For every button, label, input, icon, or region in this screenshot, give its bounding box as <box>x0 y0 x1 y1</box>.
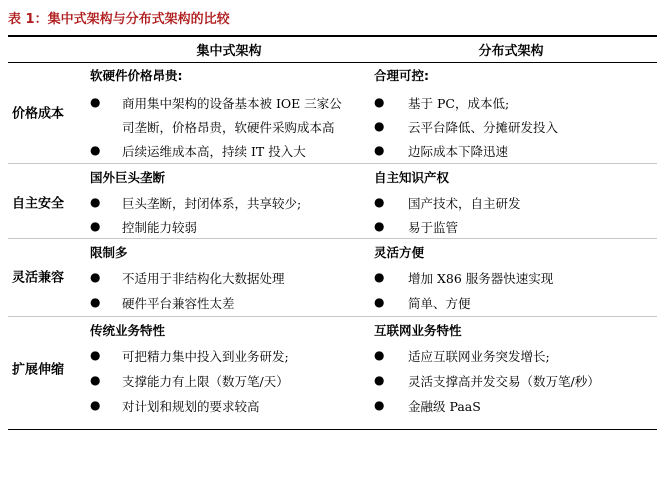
distributed-item: 云平台降低、分摊研发投入 <box>408 120 559 135</box>
centralized-item: 可把精力集中投入到业务研发; <box>122 349 289 364</box>
bullet-icon: ● <box>374 373 385 387</box>
distributed-item: 增加 X86 服务器快速实现 <box>408 271 554 286</box>
bullet-icon: ● <box>90 373 101 387</box>
centralized-heading: 传统业务特性 <box>90 323 166 338</box>
distributed-heading: 灵活方便 <box>374 245 425 260</box>
bullet-icon: ● <box>90 95 101 109</box>
bottom-rule <box>8 429 657 430</box>
header-distributed: 分布式架构 <box>478 44 544 59</box>
distributed-item: 易于监管 <box>408 220 459 235</box>
row-divider <box>8 238 657 239</box>
distributed-item: 灵活支撑高并发交易（数万笔/秒） <box>408 374 600 389</box>
centralized-item: 硬件平台兼容性太差 <box>122 296 235 311</box>
bullet-icon: ● <box>374 119 385 133</box>
table-title: 表 1：集中式架构与分布式架构的比较 <box>8 12 230 27</box>
bullet-icon: ● <box>374 143 385 157</box>
bullet-icon: ● <box>374 295 385 309</box>
bullet-icon: ● <box>374 398 385 412</box>
row-label: 灵活兼容 <box>12 270 65 286</box>
distributed-heading: 合理可控: <box>374 68 429 83</box>
centralized-item: 支撑能力有上限（数万笔/天） <box>122 374 289 389</box>
row-label: 自主安全 <box>12 196 65 212</box>
distributed-heading: 互联网业务特性 <box>374 323 462 338</box>
centralized-item: 商用集中架构的设备基本被 IOE 三家公 <box>122 96 342 111</box>
distributed-item: 简单、方便 <box>408 296 471 311</box>
bullet-icon: ● <box>374 348 385 362</box>
bullet-icon: ● <box>90 270 101 284</box>
row-label: 扩展伸缩 <box>12 362 65 378</box>
bullet-icon: ● <box>90 348 101 362</box>
bullet-icon: ● <box>374 195 385 209</box>
centralized-item: 对计划和规划的要求较高 <box>122 399 260 414</box>
row-divider <box>8 316 657 317</box>
centralized-heading: 限制多 <box>90 245 128 260</box>
bullet-icon: ● <box>90 295 101 309</box>
bullet-icon: ● <box>374 270 385 284</box>
distributed-item: 边际成本下降迅速 <box>408 144 509 159</box>
bullet-icon: ● <box>90 398 101 412</box>
centralized-item: 控制能力较弱 <box>122 220 198 235</box>
bullet-icon: ● <box>374 219 385 233</box>
header-centralized: 集中式架构 <box>196 44 262 59</box>
centralized-item: 巨头垄断，封闭体系，共享较少; <box>122 196 302 211</box>
centralized-item: 司垄断，价格昂贵，软硬件采购成本高 <box>122 120 335 135</box>
distributed-item: 金融级 PaaS <box>408 399 481 414</box>
distributed-item: 基于 PC，成本低; <box>408 96 510 111</box>
bullet-icon: ● <box>90 195 101 209</box>
bullet-icon: ● <box>90 219 101 233</box>
bullet-icon: ● <box>374 95 385 109</box>
centralized-heading: 国外巨头垄断 <box>90 170 166 185</box>
top-rule <box>8 35 657 37</box>
header-rule <box>8 62 657 63</box>
distributed-heading: 自主知识产权 <box>374 170 450 185</box>
centralized-item: 不适用于非结构化大数据处理 <box>122 271 285 286</box>
centralized-item: 后续运维成本高，持续 IT 投入大 <box>122 144 306 159</box>
row-divider <box>8 163 657 164</box>
distributed-item: 适应互联网业务突发增长; <box>408 349 550 364</box>
distributed-item: 国产技术，自主研发 <box>408 196 521 211</box>
bullet-icon: ● <box>90 143 101 157</box>
centralized-heading: 软硬件价格昂贵: <box>90 68 183 83</box>
row-label: 价格成本 <box>12 106 65 122</box>
